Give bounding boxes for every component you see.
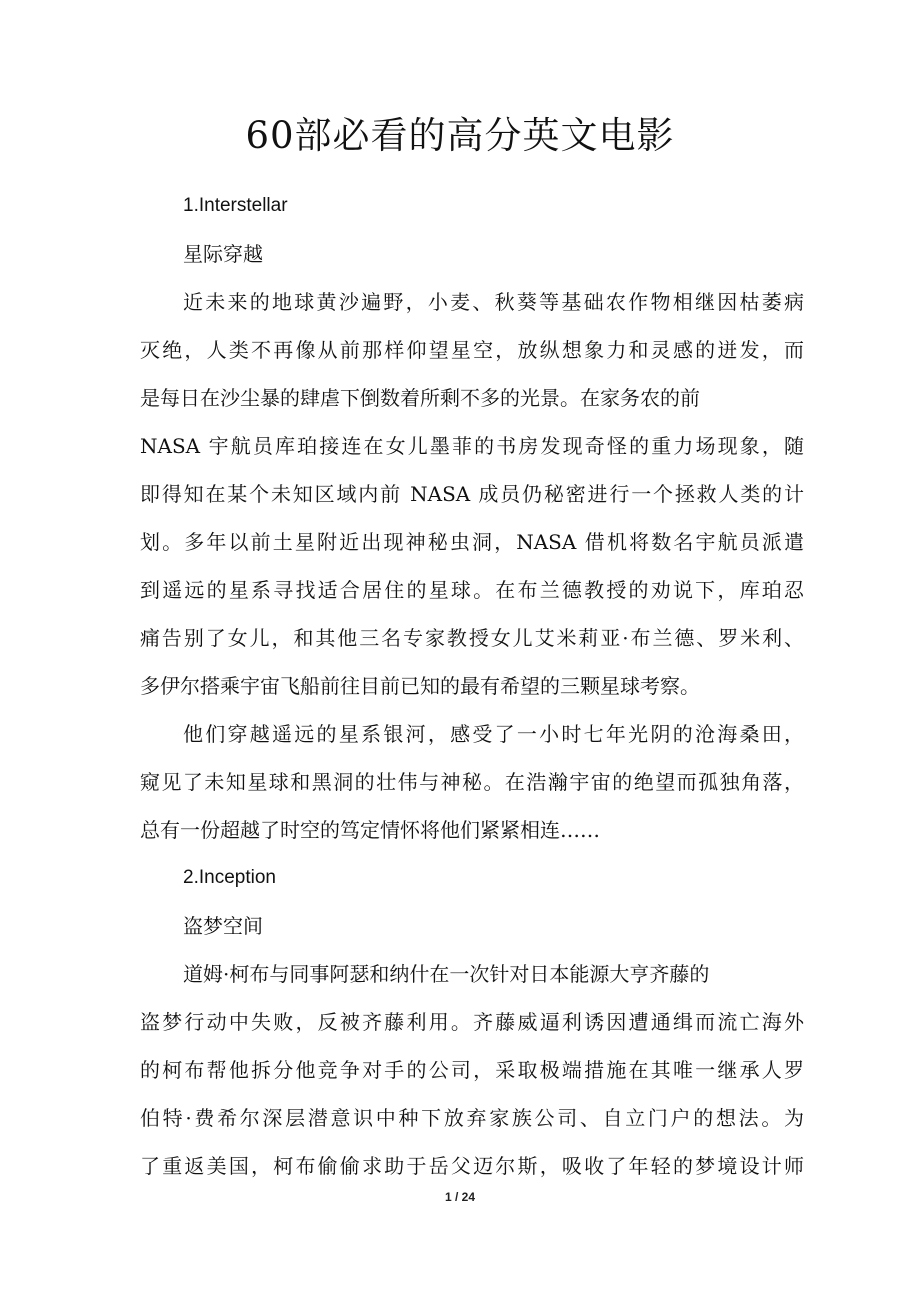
page-number: 1 / 24 (444, 1190, 476, 1204)
paragraph-line: 灭绝，人类不再像从前那样仰望星空，放纵想象力和灵感的迸发，而 (140, 338, 804, 362)
paragraph-line: 道姆·柯布与同事阿瑟和纳什在一次针对日本能源大亨齐藤的 (183, 962, 710, 986)
movie-synopsis-paragraph (140, 950, 804, 1190)
movie-section (140, 182, 804, 854)
paragraph-line: 他们穿越遥远的星系银河，感受了一小时七年光阴的沧海桑田， (183, 722, 804, 746)
paragraph-line: 伯特·费希尔深层潜意识中种下放弃家族公司、自立门户的想法。为 (140, 1106, 804, 1130)
paragraph-line: 到遥远的星系寻找适合居住的星球。在布兰德教授的劝说下，库珀忍 (140, 578, 804, 602)
paragraph-line: 多伊尔搭乘宇宙飞船前往目前已知的最有希望的三颗星球考察。 (140, 674, 700, 698)
movie-synopsis-paragraph (140, 710, 804, 854)
movie-synopsis-paragraph (140, 278, 804, 710)
paragraph-line: 了重返美国，柯布偷偷求助于岳父迈尔斯，吸收了年轻的梦境设计师 (140, 1154, 804, 1178)
paragraph-line: 近未来的地球黄沙遍野，小麦、秋葵等基础农作物相继因枯萎病 (183, 290, 804, 314)
movie-section (140, 854, 804, 1190)
paragraph-line: NASA 宇航员库珀接连在女儿墨菲的书房发现奇怪的重力场现象，随 (140, 434, 804, 458)
paragraph-line: 的柯布帮他拆分他竞争对手的公司，采取极端措施在其唯一继承人罗 (140, 1058, 804, 1082)
paragraph-line: 总有一份超越了时空的笃定情怀将他们紧紧相连…… (140, 818, 600, 842)
movie-title-cn: 盗梦空间 (183, 914, 263, 938)
paragraph-line: 划。多年以前土星附近出现神秘虫洞，NASA 借机将数名宇航员派遣 (140, 530, 804, 554)
movie-title-en: 1.Interstellar (183, 195, 288, 216)
movie-title-en: 2.Inception (183, 867, 276, 888)
paragraph-line: 盗梦行动中失败，反被齐藤利用。齐藤威逼利诱因遭通缉而流亡海外 (140, 1010, 804, 1034)
paragraph-line: 即得知在某个未知区域内前 NASA 成员仍秘密进行一个拯救人类的计 (140, 482, 804, 506)
paragraph-line: 痛告别了女儿，和其他三名专家教授女儿艾米莉亚·布兰德、罗米利、 (140, 626, 804, 650)
paragraph-line: 窥见了未知星球和黑洞的壮伟与神秘。在浩瀚宇宙的绝望而孤独角落， (140, 770, 804, 794)
movie-title-cn: 星际穿越 (183, 242, 263, 266)
document-title: 60部必看的高分英文电影 (245, 114, 675, 157)
paragraph-line: 是每日在沙尘暴的肆虐下倒数着所剩不多的光景。在家务农的前 (140, 386, 700, 410)
document-body (140, 182, 804, 1190)
